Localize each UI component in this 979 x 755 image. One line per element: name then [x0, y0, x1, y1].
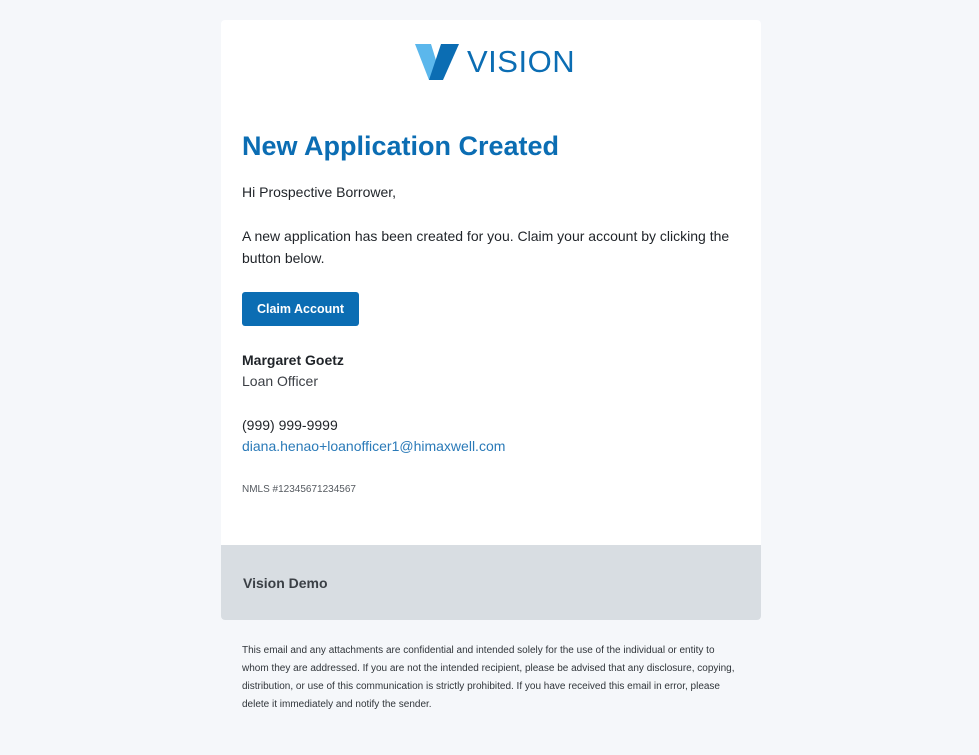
- brand-logo: [415, 44, 575, 80]
- claim-account-button[interactable]: Claim Account: [242, 292, 359, 326]
- officer-email-link[interactable]: diana.henao+loanofficer1@himaxwell.com: [242, 438, 506, 454]
- officer-name: Margaret Goetz: [242, 352, 344, 368]
- officer-phone: (999) 999-9999: [242, 417, 338, 433]
- nmls-number: NMLS #12345671234567: [242, 484, 356, 495]
- officer-role: Loan Officer: [242, 373, 319, 389]
- email-title: New Application Created: [242, 131, 560, 161]
- email-card: [221, 20, 761, 620]
- vision-v-logo-icon: [415, 44, 459, 80]
- footer-band: [221, 545, 761, 620]
- greeting-text: Hi Prospective Borrower,: [242, 184, 397, 200]
- body-text: A new application has been created for you. Claim your account by clicking the button below.: [242, 228, 730, 266]
- footer-company-name: Vision Demo: [243, 575, 328, 591]
- brand-name: VISION: [467, 44, 576, 79]
- confidentiality-disclaimer: This email and any attachments are confidential and intended solely for the use of the individual or entity to whom they are addressed. If you are not the intended recipient, please be advised that any disclosure, copying, distribution, or use of this communication is strictly prohibited. If you have received this email in error, please delete it immediately and notify the sender.: [242, 645, 735, 710]
